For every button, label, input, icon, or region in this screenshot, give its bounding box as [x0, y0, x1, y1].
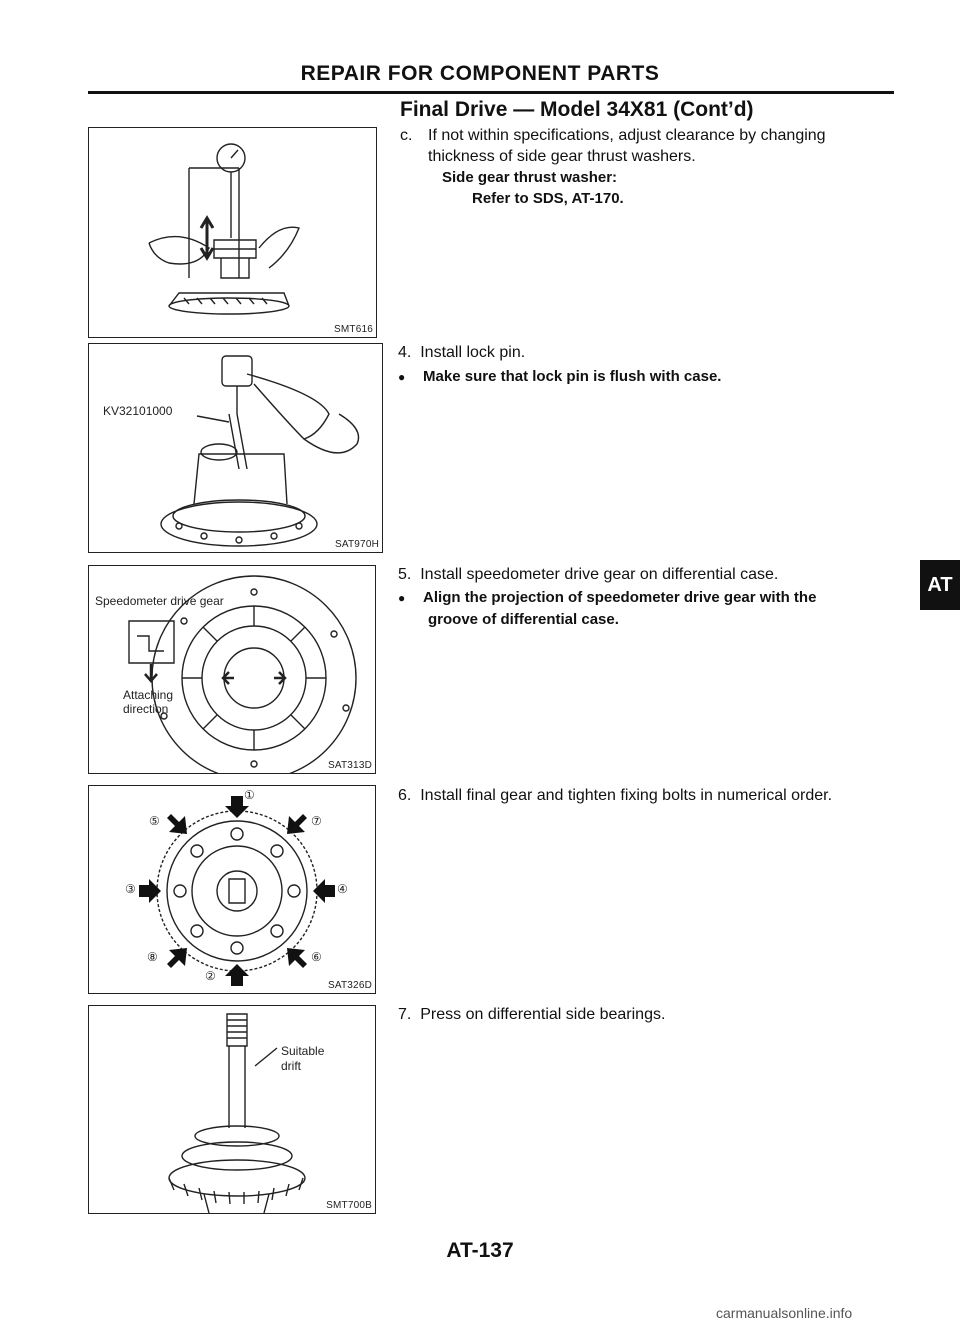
bolt-2-label: ②	[205, 969, 216, 983]
figure-bolt-order	[88, 785, 376, 994]
step-6	[398, 785, 908, 806]
attaching-label: Attaching	[123, 688, 174, 702]
figure-dial-gauge	[88, 127, 377, 338]
step-5	[398, 564, 898, 630]
dial-gauge-illustration	[89, 128, 376, 337]
bearing-press-illustration	[89, 1006, 375, 1213]
lock-pin-illustration	[89, 344, 382, 552]
step-marker: 4.	[398, 344, 412, 361]
step-marker: 5.	[398, 566, 412, 583]
figure-speedometer-gear	[88, 565, 376, 774]
bolt-4-label: ④	[337, 882, 348, 896]
step-text: Install speedometer drive gear on differential case.	[420, 566, 779, 583]
header-rule	[88, 91, 894, 94]
step-text-line: If not within specifications, adjust clearance by changing	[428, 127, 826, 144]
step-c	[400, 125, 900, 209]
bolt-8-label: ⑧	[147, 950, 158, 964]
suitable-label: Suitable	[281, 1044, 325, 1058]
step-text: Install lock pin.	[420, 344, 526, 361]
figure-code: SAT970H	[334, 539, 379, 550]
figure-lock-pin	[88, 343, 383, 553]
drift-label: drift	[281, 1059, 302, 1073]
bolt-7-label: ⑦	[311, 814, 322, 828]
bolt-6-label: ⑥	[311, 950, 322, 964]
bullet-icon: ●	[398, 591, 406, 605]
figure-code: SMT700B	[326, 1200, 372, 1211]
figure-bearing-press	[88, 1005, 376, 1214]
bullet-icon: ●	[398, 370, 406, 384]
step-text-line: thickness of side gear thrust washers.	[428, 148, 696, 165]
figure-code: SAT326D	[327, 980, 372, 991]
step-marker: 6.	[398, 787, 412, 804]
speedometer-gear-label: Speedometer drive gear	[95, 594, 224, 608]
bolt-5-label: ⑤	[149, 814, 160, 828]
bolt-1-label: ①	[244, 788, 255, 802]
bolt-3-label: ③	[125, 882, 136, 896]
step-marker: c.	[400, 127, 413, 144]
direction-label: direction	[123, 702, 169, 716]
page-header: REPAIR FOR COMPONENT PARTS	[300, 62, 660, 85]
tool-number-label: KV32101000	[103, 404, 173, 418]
bullet-text: Make sure that lock pin is flush with case.	[423, 368, 722, 385]
spec-value: Refer to SDS, AT-170.	[472, 190, 624, 207]
page-number: AT-137	[446, 1239, 514, 1262]
bullet-text-cont: groove of differential case.	[428, 611, 619, 628]
step-text: Press on differential side bearings.	[420, 1006, 666, 1023]
step-marker: 7.	[398, 1006, 412, 1023]
site-watermark: carmanualsonline.info	[716, 1305, 853, 1321]
spec-label: Side gear thrust washer:	[442, 169, 618, 186]
figure-code: SAT313D	[327, 760, 372, 771]
section-tab-at: AT	[920, 560, 960, 610]
step-7	[398, 1004, 898, 1025]
step-4	[398, 342, 898, 388]
figure-code: SMT616	[334, 324, 373, 335]
step-text: Install final gear and tighten fixing bolts in numerical order.	[420, 787, 833, 804]
bullet-text: Align the projection of speedometer drive gear with the	[423, 589, 817, 606]
section-title: Final Drive — Model 34X81 (Cont’d)	[400, 98, 754, 121]
